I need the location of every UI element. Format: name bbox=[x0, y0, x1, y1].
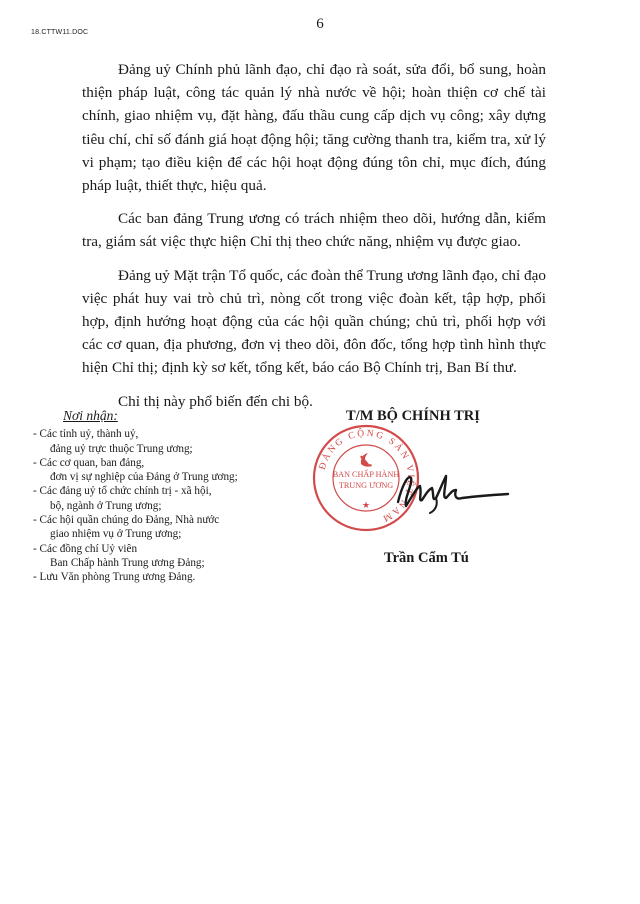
recipient-line: đơn vị sự nghiệp của Đảng ở Trung ương; bbox=[50, 471, 238, 484]
body-paragraph: Các ban đảng Trung ương có trách nhiệm theo dõi, hướng dẫn, kiểm tra, giám sát việc thực hiện Chỉ thị theo chức năng, nhiệm vụ được giao. bbox=[82, 210, 546, 251]
recipients-block bbox=[33, 409, 323, 585]
recipient-line: - Các tỉnh uỷ, thành uỷ, bbox=[33, 428, 139, 441]
seal-inner-line: BAN CHẤP HÀNH bbox=[332, 470, 400, 479]
recipient-line: - Các đảng uỷ tổ chức chính trị - xã hội, bbox=[33, 485, 212, 498]
handwritten-signature bbox=[392, 464, 512, 516]
document-body bbox=[82, 58, 546, 423]
recipients-list bbox=[33, 427, 323, 584]
recipient-item bbox=[33, 427, 323, 456]
recipient-line: Ban Chấp hành Trung ương Đảng; bbox=[50, 556, 205, 569]
page-number: 6 bbox=[316, 16, 324, 32]
recipient-line: - Các hội quần chúng do Đảng, Nhà nước bbox=[33, 514, 220, 527]
recipient-line: đảng uỷ trực thuộc Trung ương; bbox=[50, 442, 193, 455]
recipients-title: Nơi nhận: bbox=[63, 408, 118, 423]
body-paragraph: Đảng uỷ Chính phủ lãnh đạo, chỉ đạo rà soát, sửa đổi, bổ sung, hoàn thiện pháp luật, công tác quản lý nhà nước về hội; hoàn thiện cơ chế tài chính, giao nhiệm vụ, đặt hàng, đấu thầu cung cấp dịch vụ công; xây dựng tiêu chí, chỉ số đánh giá hoạt động hội; tăng cường thanh tra, kiểm tra, xử lý vi phạm; tạo điều kiện để các hội hoạt động đúng tôn chỉ, mục đích, đúng pháp luật, thiết thực, hiệu quả. bbox=[82, 61, 546, 195]
signer-name: Trần Cẩm Tú bbox=[384, 550, 469, 566]
recipient-item bbox=[33, 484, 323, 513]
recipient-line: - Lưu Văn phòng Trung ương Đảng. bbox=[33, 571, 196, 584]
recipient-item bbox=[33, 542, 323, 571]
recipient-line: giao nhiệm vụ ở Trung ương; bbox=[50, 528, 182, 541]
seal-inner-line: TRUNG ƯƠNG bbox=[338, 481, 394, 490]
recipient-line: - Các cơ quan, ban đảng, bbox=[33, 456, 145, 469]
seal-star-icon: ★ bbox=[361, 500, 371, 510]
hammer-sickle-icon bbox=[360, 453, 372, 467]
signature-title: T/M BỘ CHÍNH TRỊ bbox=[346, 408, 480, 424]
recipient-item bbox=[33, 456, 323, 485]
recipient-item bbox=[33, 570, 323, 584]
recipient-item bbox=[33, 513, 323, 542]
body-paragraph: Chỉ thị này phổ biến đến chi bộ. bbox=[118, 392, 313, 410]
recipient-line: - Các đồng chí Uỷ viên bbox=[33, 542, 138, 555]
recipient-line: bộ, ngành ở Trung ương; bbox=[50, 499, 162, 512]
body-paragraph: Đảng uỷ Mặt trận Tổ quốc, các đoàn thể Trung ương lãnh đạo, chỉ đạo việc phát huy vai trò chủ trì, nòng cốt trong việc đoàn kết, tập hợp, phối hợp, định hướng hoạt động của các hội quần chúng; chủ trì, phối hợp với các cơ quan, địa phương, đơn vị theo dõi, đôn đốc, tổng hợp tình hình thực hiện Chỉ thị; định kỳ sơ kết, tổng kết, báo cáo Bộ Chính trị, Ban Bí thư. bbox=[82, 266, 546, 377]
seal-arc-text: ĐẢNG CỘNG SẢN VIỆT NAM bbox=[317, 428, 416, 524]
file-code: 18.CTTW11.DOC bbox=[31, 29, 89, 36]
